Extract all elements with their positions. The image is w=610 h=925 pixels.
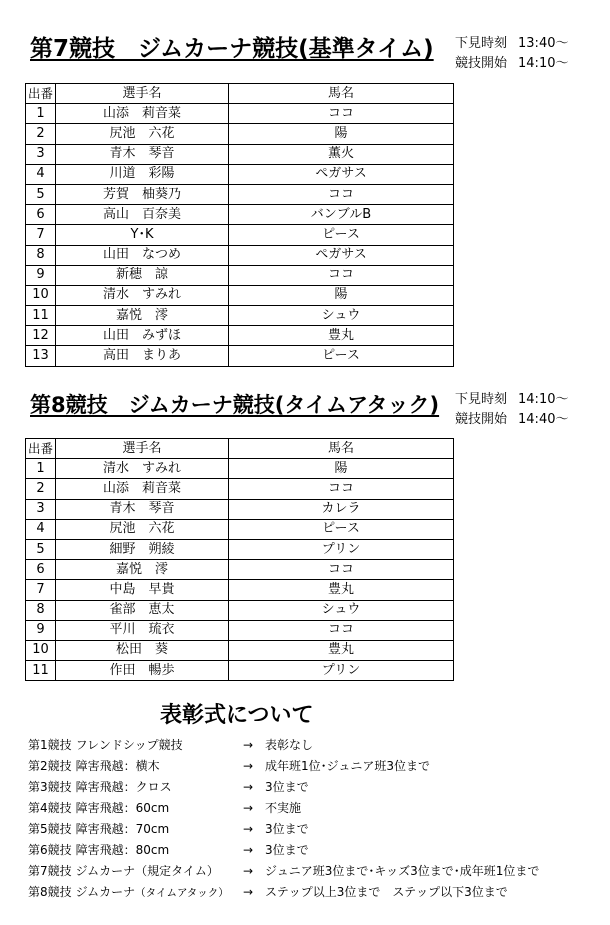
table-row <box>26 144 454 164</box>
award-event: 第6競技 <box>28 843 72 857</box>
cell-horse: ココ <box>229 104 454 124</box>
cell-horse: 薫火 <box>229 144 454 164</box>
cell-order: 7 <box>26 225 56 245</box>
event-8-entries-table <box>25 438 454 681</box>
arrow-icon: → <box>243 885 254 899</box>
award-label <box>28 735 183 756</box>
cell-order: 12 <box>26 326 56 346</box>
award-item <box>28 840 603 861</box>
cell-rider: 尻池 六花 <box>56 519 229 539</box>
cell-rider: 嘉悦 澪 <box>56 560 229 580</box>
cell-rider: 青木 琴音 <box>56 499 229 519</box>
cell-order: 4 <box>26 164 56 184</box>
cell-horse: 豊丸 <box>229 326 454 346</box>
table-row <box>26 640 454 660</box>
cell-order: 9 <box>26 620 56 640</box>
table-row <box>26 580 454 600</box>
cell-order: 11 <box>26 306 56 326</box>
cell-order: 9 <box>26 265 56 285</box>
table-row <box>26 519 454 539</box>
award-label <box>28 819 169 840</box>
table-row <box>26 326 454 346</box>
schedule-line <box>455 390 568 410</box>
award-label <box>28 777 172 798</box>
event-7-title: 第7競技 ジムカーナ競技(基準タイム) <box>30 36 434 62</box>
schedule-time: 14:40～ <box>518 412 569 427</box>
arrow-icon: → <box>243 759 254 773</box>
awards-title: 表彰式について <box>160 703 314 728</box>
schedule-line <box>455 54 568 74</box>
award-item <box>28 798 603 819</box>
cell-rider: 山添 莉音菜 <box>56 479 229 499</box>
arrow-icon: → <box>243 801 254 815</box>
cell-order: 6 <box>26 205 56 225</box>
cell-horse: ココ <box>229 479 454 499</box>
cell-horse: 陽 <box>229 124 454 144</box>
event-7-entries-table <box>25 83 454 367</box>
cell-rider: 山田 なつめ <box>56 245 229 265</box>
table-row <box>26 499 454 519</box>
cell-horse: シュウ <box>229 600 454 620</box>
cell-horse: ココ <box>229 560 454 580</box>
cell-rider: 高山 百奈美 <box>56 205 229 225</box>
table-header-row <box>26 439 454 459</box>
table-row <box>26 560 454 580</box>
schedule-line <box>455 34 568 54</box>
cell-horse: ココ <box>229 184 454 204</box>
column-header-horse: 馬名 <box>229 84 454 104</box>
award-item <box>28 777 603 798</box>
cell-order: 10 <box>26 285 56 305</box>
cell-rider: 芳賀 柚葵乃 <box>56 184 229 204</box>
column-header-horse: 馬名 <box>229 439 454 459</box>
table-row <box>26 600 454 620</box>
award-name: ジムカーナ <box>75 885 136 899</box>
cell-order: 5 <box>26 184 56 204</box>
award-label <box>28 798 169 819</box>
table-row <box>26 124 454 144</box>
cell-rider: 清水 すみれ <box>56 459 229 479</box>
cell-order: 5 <box>26 539 56 559</box>
column-header-order: 出番 <box>26 439 56 459</box>
cell-order: 1 <box>26 459 56 479</box>
award-name: 障害飛越：70cm <box>75 822 170 836</box>
cell-order: 8 <box>26 600 56 620</box>
award-result: ジュニア班3位まで･キッズ3位まで･成年班1位まで <box>265 864 540 878</box>
cell-order: 6 <box>26 560 56 580</box>
cell-horse: プリン <box>229 661 454 681</box>
table-header-row <box>26 84 454 104</box>
table-row <box>26 285 454 305</box>
cell-rider: 平川 琉衣 <box>56 620 229 640</box>
column-header-order: 出番 <box>26 84 56 104</box>
schedule-time: 14:10～ <box>518 392 569 407</box>
cell-horse: ピース <box>229 346 454 366</box>
schedule-time: 14:10～ <box>518 56 569 71</box>
cell-rider: 青木 琴音 <box>56 144 229 164</box>
cell-rider: 山添 莉音菜 <box>56 104 229 124</box>
award-event: 第3競技 <box>28 780 72 794</box>
cell-rider: 中島 早貴 <box>56 580 229 600</box>
table-row <box>26 459 454 479</box>
cell-rider: 山田 みずほ <box>56 326 229 346</box>
column-header-rider: 選手名 <box>56 84 229 104</box>
cell-rider: 雀部 恵太 <box>56 600 229 620</box>
cell-horse: カレラ <box>229 499 454 519</box>
table-row <box>26 104 454 124</box>
cell-horse: ピース <box>229 519 454 539</box>
cell-order: 2 <box>26 124 56 144</box>
cell-rider: 作田 暢歩 <box>56 661 229 681</box>
arrow-icon: → <box>243 822 254 836</box>
award-item <box>28 756 603 777</box>
table-body <box>26 459 454 681</box>
cell-horse: ペガサス <box>229 164 454 184</box>
schedule-line <box>455 410 568 430</box>
award-label <box>28 861 219 882</box>
award-event: 第4競技 <box>28 801 72 815</box>
cell-order: 2 <box>26 479 56 499</box>
award-item <box>28 882 603 903</box>
cell-order: 13 <box>26 346 56 366</box>
table-row <box>26 479 454 499</box>
cell-rider: 川道 彩陽 <box>56 164 229 184</box>
cell-order: 7 <box>26 580 56 600</box>
arrow-icon: → <box>243 843 254 857</box>
award-event: 第8競技 <box>28 885 72 899</box>
award-event: 第2競技 <box>28 759 72 773</box>
event-8-title: 第8競技 ジムカーナ競技(タイムアタック) <box>30 393 440 417</box>
cell-rider: 松田 葵 <box>56 640 229 660</box>
arrow-icon: → <box>243 864 254 878</box>
award-label <box>28 840 169 861</box>
cell-horse: ココ <box>229 265 454 285</box>
cell-order: 1 <box>26 104 56 124</box>
cell-rider: 尻池 六花 <box>56 124 229 144</box>
award-event: 第1競技 <box>28 738 72 752</box>
award-result: ステップ以上3位まで ステップ以下3位まで <box>265 885 508 899</box>
table-body <box>26 104 454 366</box>
cell-horse: 豊丸 <box>229 580 454 600</box>
event-7-schedule <box>455 34 568 74</box>
award-name: フレンドシップ競技 <box>75 738 183 752</box>
table-row <box>26 306 454 326</box>
award-name: 障害飛越：80cm <box>75 843 170 857</box>
table-row <box>26 184 454 204</box>
table-row <box>26 205 454 225</box>
cell-rider: 新穂 諒 <box>56 265 229 285</box>
award-name: 障害飛越：60cm <box>75 801 170 815</box>
award-label <box>28 882 229 904</box>
table-row <box>26 346 454 366</box>
cell-horse: 豊丸 <box>229 640 454 660</box>
cell-rider: 細野 朔綾 <box>56 539 229 559</box>
cell-horse: シュウ <box>229 306 454 326</box>
cell-rider: Y･K <box>56 225 229 245</box>
schedule-label: 競技開始 <box>455 56 508 71</box>
award-result: 3位まで <box>265 843 309 857</box>
arrow-icon: → <box>243 780 254 794</box>
award-item <box>28 861 603 882</box>
schedule-label: 下見時刻 <box>455 392 508 407</box>
awards-list <box>28 735 603 903</box>
award-name: 障害飛越：横木 <box>75 759 160 773</box>
event-8-schedule <box>455 390 568 430</box>
award-result: 3位まで <box>265 780 309 794</box>
table-row <box>26 661 454 681</box>
table-row <box>26 620 454 640</box>
award-result: 成年班1位･ジュニア班3位まで <box>265 759 431 773</box>
table-row <box>26 265 454 285</box>
table-row <box>26 164 454 184</box>
award-item <box>28 819 603 840</box>
cell-order: 3 <box>26 499 56 519</box>
cell-horse: バンブルB <box>229 205 454 225</box>
cell-horse: 陽 <box>229 459 454 479</box>
cell-order: 8 <box>26 245 56 265</box>
cell-horse: ピース <box>229 225 454 245</box>
cell-order: 4 <box>26 519 56 539</box>
cell-order: 11 <box>26 661 56 681</box>
award-result: 不実施 <box>265 801 302 815</box>
award-event: 第7競技 <box>28 864 72 878</box>
cell-horse: ペガサス <box>229 245 454 265</box>
cell-rider: 高田 まりあ <box>56 346 229 366</box>
cell-rider: 嘉悦 澪 <box>56 306 229 326</box>
award-result: 3位まで <box>265 822 309 836</box>
award-label <box>28 756 160 777</box>
cell-rider: 清水 すみれ <box>56 285 229 305</box>
award-item <box>28 735 603 756</box>
schedule-time: 13:40～ <box>518 36 569 51</box>
cell-horse: ココ <box>229 620 454 640</box>
schedule-label: 下見時刻 <box>455 36 508 51</box>
table-row <box>26 245 454 265</box>
cell-order: 10 <box>26 640 56 660</box>
award-event: 第5競技 <box>28 822 72 836</box>
cell-horse: プリン <box>229 539 454 559</box>
table-row <box>26 225 454 245</box>
column-header-rider: 選手名 <box>56 439 229 459</box>
schedule-label: 競技開始 <box>455 412 508 427</box>
arrow-icon: → <box>243 738 254 752</box>
award-name: ジムカーナ（規定タイム） <box>75 864 219 878</box>
award-name: 障害飛越：クロス <box>75 780 172 794</box>
award-name-note: （タイムアタック） <box>135 887 229 899</box>
table-row <box>26 539 454 559</box>
cell-order: 3 <box>26 144 56 164</box>
award-result: 表彰なし <box>265 738 314 752</box>
cell-horse: 陽 <box>229 285 454 305</box>
